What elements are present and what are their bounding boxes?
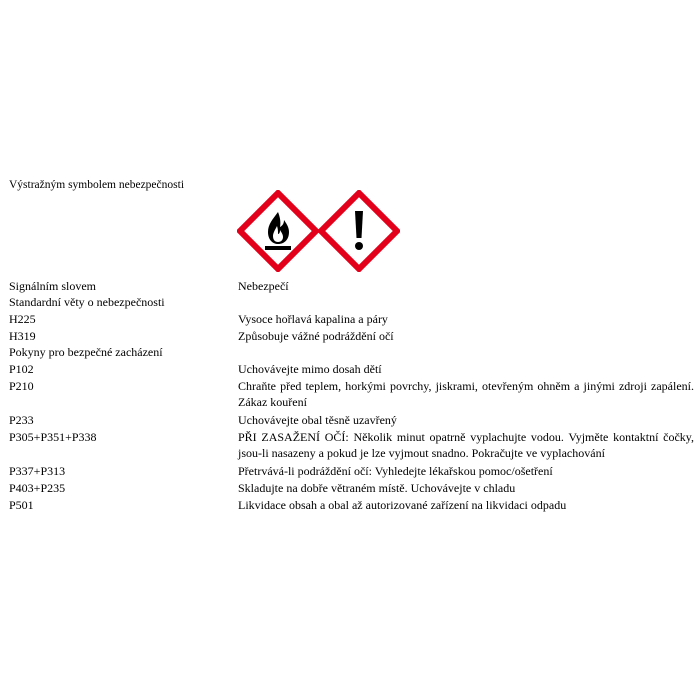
precaution-row <box>9 497 693 513</box>
hazard-code: H319 <box>9 329 36 343</box>
precaution-code: P233 <box>9 413 34 427</box>
precaution-code: P210 <box>9 379 34 393</box>
hazard-heading: Standardní věty o nebezpečnosti <box>9 295 165 309</box>
signal-word-row <box>9 278 693 294</box>
precaution-code: P305+P351+P338 <box>9 430 97 444</box>
flame-icon <box>237 190 319 272</box>
precaution-code: P403+P235 <box>9 481 66 495</box>
precaution-row <box>9 378 694 409</box>
hazard-code: H225 <box>9 312 36 326</box>
precaution-heading: Pokyny pro bezpečné zacházení <box>9 345 163 359</box>
precaution-text: Uchovávejte obal těsně uzavřený <box>238 413 397 427</box>
precaution-heading-row <box>9 344 693 360</box>
signal-word-label: Signálním slovem <box>9 279 96 293</box>
precaution-row <box>9 480 693 496</box>
signal-word-value: Nebezpečí <box>238 279 289 293</box>
precaution-row <box>9 429 694 460</box>
precaution-text: PŘI ZASAŽENÍ OČÍ: Několik minut opatrně vyplachujte vodou. Vyjměte kontaktní čočky, jsou-li nasazeny a pokud je lze vyjmout snadno. Pokračujte ve vyplachování <box>238 430 694 460</box>
precaution-row <box>9 412 693 428</box>
symbols-heading: Výstražným symbolem nebezpečnosti <box>9 179 185 191</box>
hazard-row <box>9 328 693 344</box>
precaution-text: Likvidace obsah a obal až autorizované zařízení na likvidaci odpadu <box>238 498 567 512</box>
precaution-row <box>9 361 693 377</box>
precaution-text: Uchovávejte mimo dosah dětí <box>238 362 382 376</box>
precaution-text: Chraňte před teplem, horkými povrchy, jiskrami, otevřeným ohněm a jinými zdroji zapálení. Zákaz kouření <box>238 379 694 409</box>
hazard-row <box>9 311 693 327</box>
precaution-text: Skladujte na dobře větraném místě. Uchovávejte v chladu <box>238 481 516 495</box>
hazard-heading-row <box>9 294 693 310</box>
precaution-code: P102 <box>9 362 34 376</box>
precaution-row <box>9 463 693 479</box>
precaution-text: Přetrvává-li podráždění očí: Vyhledejte lékařskou pomoc/ošetření <box>238 464 553 478</box>
precaution-code: P501 <box>9 498 34 512</box>
exclamation-icon <box>318 190 400 272</box>
hazard-text: Způsobuje vážné podráždění očí <box>238 329 394 343</box>
hazard-text: Vysoce hořlavá kapalina a páry <box>238 312 388 326</box>
precaution-code: P337+P313 <box>9 464 66 478</box>
